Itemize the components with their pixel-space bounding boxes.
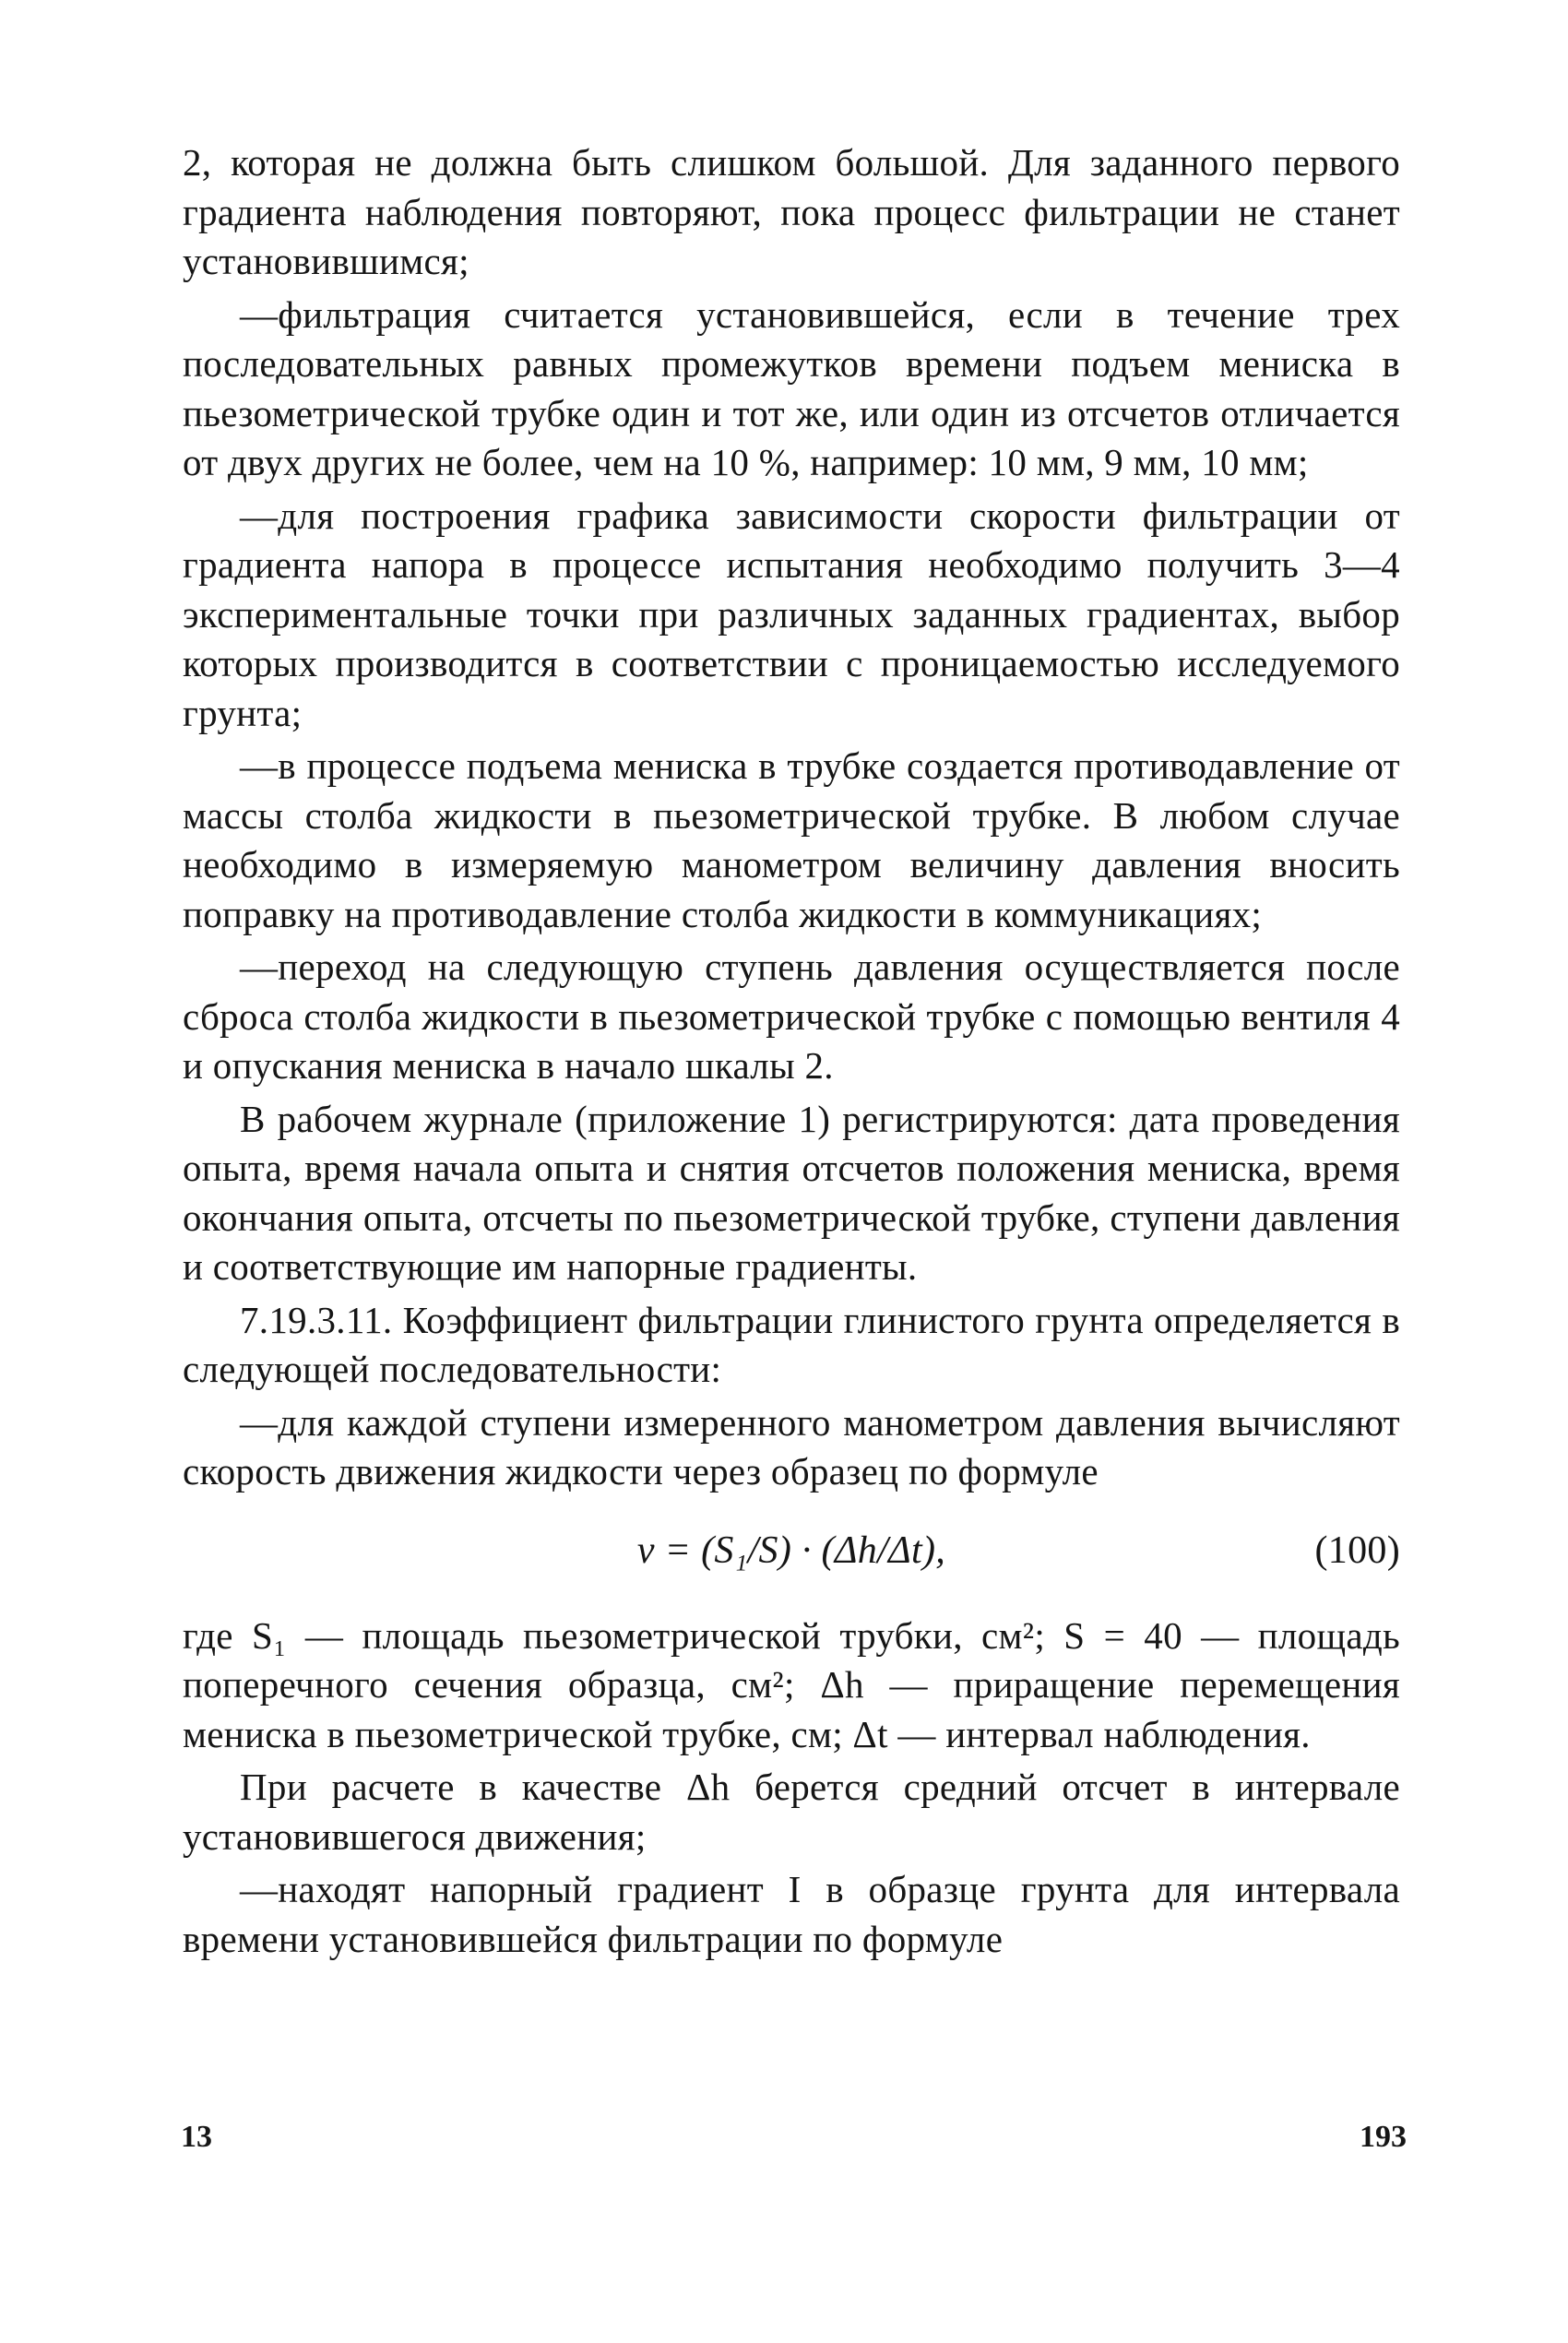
paragraph-9: где S₁ — площадь пьезометрической трубки, см²; S = 40 — площадь поперечного сечения образца, см²; Δh — приращение перемещения мениска в пьезометрической трубке, см; Δt — интервал наблюдения.: [183, 1613, 1400, 1755]
paragraph-1: 2, которая не должна быть слишком большой. Для заданного первого градиента наблюдения повторяют, пока процесс фильтрации не станет установившимся;: [183, 141, 1400, 282]
paragraph-6: В рабочем журнале (приложение 1) регистрируются: дата проведения опыта, время начала опыта и снятия отсчетов положения мениска, время окончания опыта, отсчеты по пьезометрической трубке, ступени давления и соответствующие им напорные градиенты.: [183, 1097, 1400, 1288]
footer-signature-number: 13: [181, 2120, 212, 2154]
page-body: [183, 138, 1400, 1968]
paragraph-4: —в процессе подъема мениска в трубке создается противодавление от массы столба жидкости в пьезометрической трубке. В любом случае необходимо в измеряемую манометром величину давления вносить поправку на противодавление столба жидкости в коммуникациях;: [183, 744, 1400, 935]
paragraph-10: При расчете в качестве Δh берется средний отсчет в интервале установившегося движения;: [183, 1766, 1400, 1858]
formula-expression: v = (S₁/S) · (Δh/Δt),: [636, 1528, 946, 1572]
paragraph-8: —для каждой ступени измеренного манометром давления вычисляют скорость движения жидкости через образец по формуле: [183, 1400, 1400, 1493]
paragraph-11: —находят напорный градиент I в образце грунта для интервала времени установившейся фильтрации по формуле: [183, 1868, 1400, 1960]
paragraph-3: —для построения графика зависимости скорости фильтрации от градиента напора в процессе испытания необходимо получить 3—4 экспериментальные точки при различных заданных градиентах, выбор которых производится в соответствии с проницаемостью исследуемого грунта;: [183, 494, 1400, 734]
formula-row: [183, 1517, 1400, 1591]
paragraph-5: —переход на следующую ступень давления осуществляется после сброса столба жидкости в пьезометрической трубке с помощью вентиля 4 и опускания мениска в начало шкалы 2.: [183, 946, 1400, 1087]
paragraph-2: —фильтрация считается установившейся, если в течение трех последовательных равных промежутков времени подъем мениска в пьезометрической трубке один и тот же, или один из отсчетов отличается от двух других не более, чем на 10 %, например: 10 мм, 9 мм, 10 мм;: [183, 292, 1400, 483]
paragraph-7: 7.19.3.11. Коэффициент фильтрации глинистого грунта определяется в следующей последовательности:: [183, 1298, 1400, 1390]
formula-number: (100): [1314, 1528, 1400, 1572]
page-number: 193: [1360, 2120, 1407, 2154]
